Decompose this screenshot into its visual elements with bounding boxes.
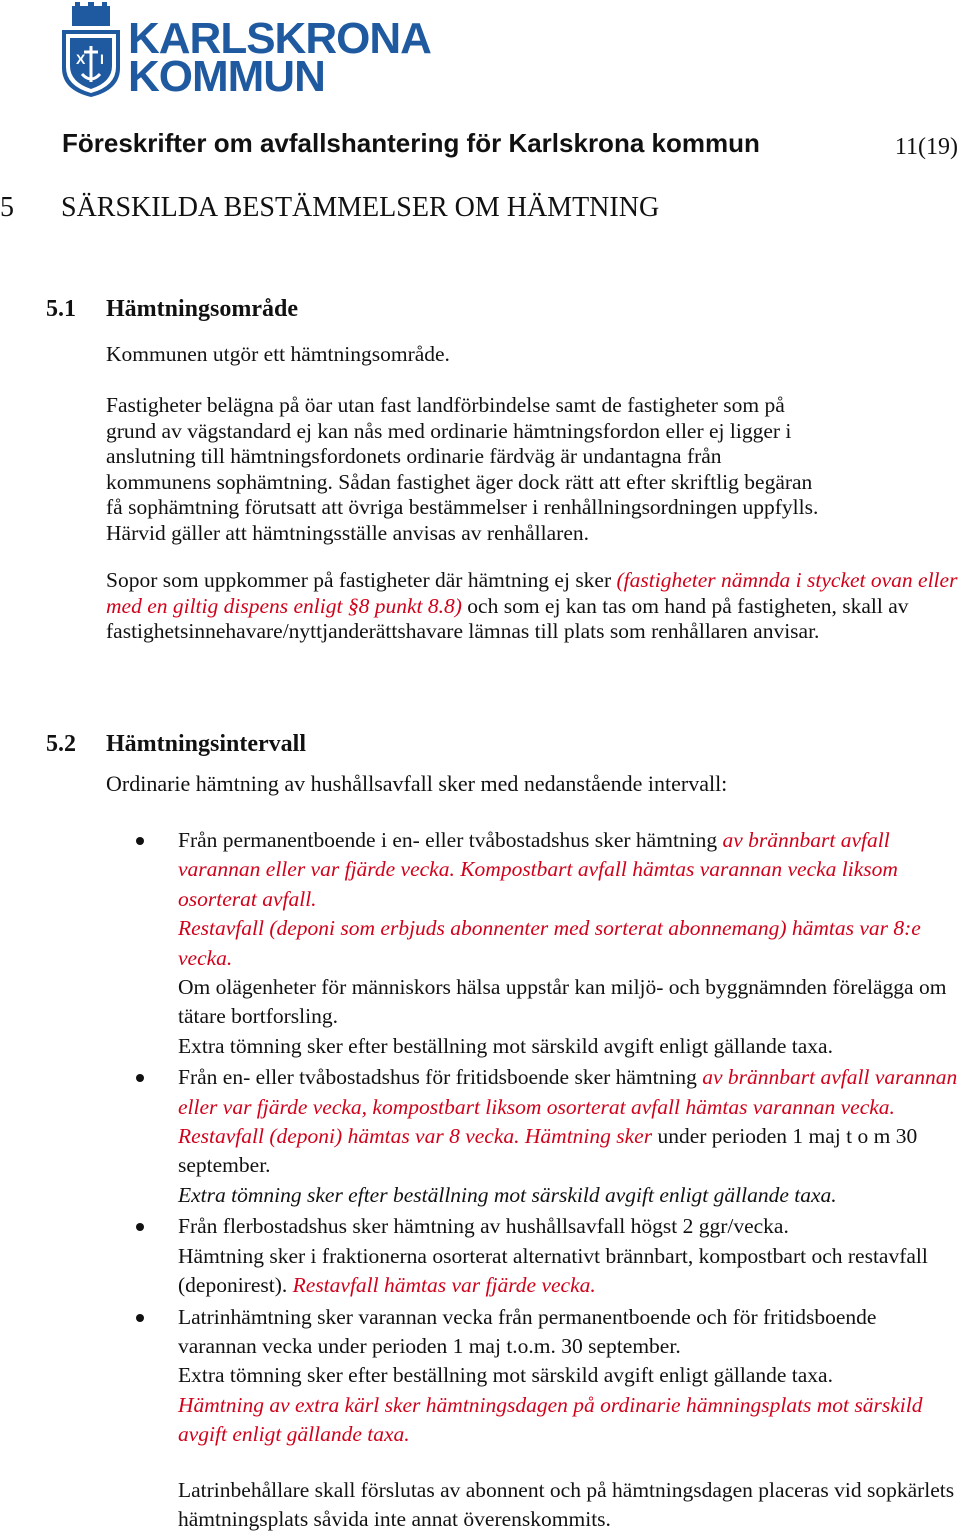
chapter-heading: [0, 192, 659, 224]
svg-text:I: I: [100, 51, 104, 67]
interval-list: [106, 826, 958, 1452]
text-line: få sophämtning förutsatt att övriga bestämmelser i renhållningsordningen uppfylls.: [106, 495, 819, 519]
logo-line-1: KARLSKRONA: [128, 14, 431, 63]
section-heading-5-2: [46, 731, 306, 758]
text-line: Fastigheter belägna på öar utan fast landförbindelse samt de fastigheter som på: [106, 393, 785, 417]
text-segment: Från flerbostadshus sker hämtning av hushållsavfall högst 2 ggr/vecka.: [178, 1214, 789, 1239]
text-segment: Extra tömning sker efter beställning mot särskild avgift enligt gällande taxa.: [178, 1033, 833, 1058]
list-item: [106, 826, 958, 1061]
text-segment: Sopor som uppkommer på fastigheter där hämtning ej sker: [106, 568, 617, 592]
bullet-icon: [136, 1223, 144, 1231]
document-title: Föreskrifter om avfallshantering för Karlskrona kommun: [62, 128, 760, 158]
text-segment: Om olägenheter för människors hälsa uppstår kan miljö- och byggnämnden förelägga om tätare bortforsling.: [178, 975, 947, 1029]
bullet-icon: [136, 1074, 144, 1082]
svg-text:X: X: [76, 51, 86, 67]
text-line: kommunens sophämtning. Sådan fastighet äger dock rätt att efter skriftlig begäran: [106, 469, 813, 494]
paragraph-waste-disposal: [106, 568, 958, 645]
text-segment-red: av brännbart avfall varannan eller var fjärde vecka, kompostbart liksom osorterat avfall hämtas varannan vecka. Restavfall (deponi) hämtas var 8 vecka. Hämtning sker: [178, 1065, 958, 1149]
text-segment-red: Restavfall hämtas var fjärde vecka.: [292, 1273, 596, 1298]
text-segment-red: av brännbart avfall varannan eller var fjärde vecka. Kompostbart avfall hämtas varannan vecka liksom osorterat avfall.: [178, 828, 898, 911]
coat-of-arms-icon: [58, 2, 124, 98]
text-segment: Latrinhämtning sker varannan vecka från permanentboende och för fritidsboende varannan vecka under perioden 1 maj t.o.m. 30 september.: [178, 1304, 877, 1358]
text-line: anslutning till hämtningsfordonets ordinarie färdväg är undantagna från: [106, 444, 722, 468]
text-segment-red: Restavfall (deponi som erbjuds abonnenter med sorterat abonnemang) hämtas var 8:e vecka.: [178, 916, 921, 970]
section-number: 5.1: [46, 296, 76, 322]
text-line: Härvid gäller att hämtningsställe anvisas av renhållaren.: [106, 520, 589, 545]
text-segment: Från permanentboende i en- eller tvåbostadshus sker hämtning: [178, 828, 723, 852]
text-segment: Från en- eller tvåbostadshus för fritidsboende sker hämtning: [178, 1065, 703, 1090]
section-title: Hämtningsintervall: [106, 731, 307, 757]
chapter-number: 5: [0, 192, 14, 223]
section-title: Hämtningsområde: [106, 296, 298, 322]
page-number: 11(19): [894, 134, 958, 160]
list-item: [106, 1212, 958, 1300]
text-segment: Extra tömning sker efter beställning mot särskild avgift enligt gällande taxa.: [178, 1182, 837, 1207]
list-item: [106, 1063, 958, 1210]
paragraph-closing: Latrinbehållare skall förslutas av abonnent och på hämtningsdagen placeras vid sopkärlets hämtningsplats såvida inte annat överenskommits.: [178, 1478, 955, 1532]
paragraph-area: Kommunen utgör ett hämtningsområde.: [106, 342, 450, 366]
paragraph-intro: Ordinarie hämtning av hushållsavfall sker med nedanstående intervall:: [106, 771, 728, 796]
text-segment: Extra tömning sker efter beställning mot särskild avgift enligt gällande taxa.: [178, 1363, 833, 1388]
text-segment: under perioden 1 maj t o m 30 september.: [178, 1124, 918, 1178]
logo-wordmark: [128, 14, 431, 101]
section-heading-5-1: [46, 296, 298, 323]
list-item: [106, 1303, 958, 1450]
paragraph-exceptions: [106, 393, 958, 546]
bullet-icon: [136, 837, 144, 845]
logo-line-2: KOMMUN: [128, 52, 325, 101]
chapter-title: SÄRSKILDA BESTÄMMELSER OM HÄMTNING: [61, 192, 660, 223]
section-number: 5.2: [46, 731, 76, 757]
text-segment: och som ej kan tas om hand på fastigheten, skall av fastighetsinnehavare/nyttjanderättshavare lämnas till plats som renhållaren anvisar.: [106, 593, 909, 643]
text-segment-red: Hämtning av extra kärl sker hämtningsdagen på ordinarie hämningsplats mot särskild avgift enligt gällande taxa.: [178, 1392, 923, 1447]
text-segment-red: (fastigheter nämnda i stycket ovan eller med en giltig dispens enligt §8 punkt 8.8): [106, 568, 958, 618]
bullet-icon: [136, 1314, 144, 1322]
text-line: grund av vägstandard ej kan nås med ordinarie hämtningsfordon eller ej ligger i: [106, 418, 792, 443]
text-segment: Hämtning sker i fraktionerna osorterat alternativt brännbart, kompostbart och restavfall (deponirest).: [178, 1243, 928, 1298]
karlskrona-logo: [58, 2, 448, 100]
